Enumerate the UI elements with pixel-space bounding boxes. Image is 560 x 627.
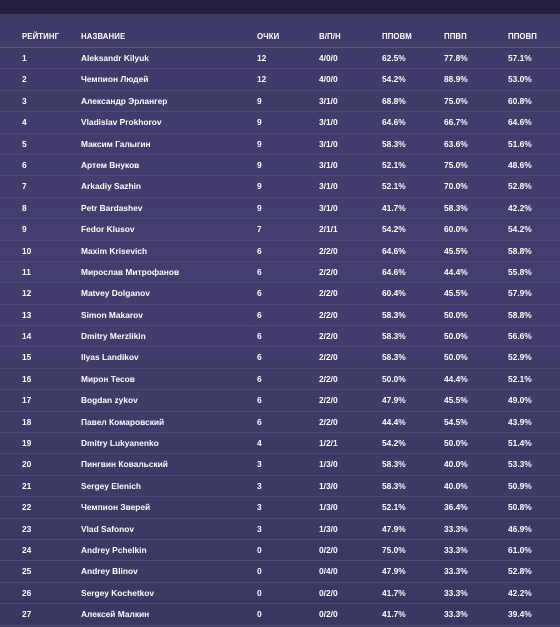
cell-wld: 2/2/0: [319, 266, 338, 277]
cell-name[interactable]: Чемпион Зверей: [81, 502, 151, 513]
cell-p1: 41.7%: [382, 202, 406, 213]
table-row[interactable]: [0, 69, 560, 90]
cell-p3: 55.8%: [508, 266, 532, 277]
cell-p1: 64.6%: [382, 117, 406, 128]
cell-p2: 33.3%: [444, 544, 468, 555]
cell-p2: 75.0%: [444, 159, 468, 170]
table-row[interactable]: [0, 433, 560, 454]
cell-name[interactable]: Алексей Малкин: [81, 609, 150, 620]
cell-wld: 2/2/0: [319, 373, 338, 384]
cell-rank: 11: [22, 266, 31, 277]
cell-p2: 66.7%: [444, 117, 468, 128]
cell-p1: 50.0%: [382, 373, 406, 384]
cell-p2: 88.9%: [444, 74, 468, 85]
table-row[interactable]: [0, 369, 560, 390]
cell-p3: 58.8%: [508, 309, 532, 320]
table-row[interactable]: [0, 112, 560, 133]
cell-p1: 54.2%: [382, 438, 406, 449]
table-row[interactable]: [0, 155, 560, 176]
top-bar: [0, 0, 560, 14]
table-row[interactable]: [0, 219, 560, 240]
standings-table: [0, 26, 560, 626]
cell-rank: 20: [22, 459, 32, 470]
cell-p3: 64.6%: [508, 117, 532, 128]
table-row[interactable]: [0, 497, 560, 518]
cell-p3: 56.6%: [508, 331, 532, 342]
table-row[interactable]: [0, 476, 560, 497]
cell-p2: 50.0%: [444, 352, 468, 363]
cell-name[interactable]: Fedor Klusov: [81, 224, 135, 235]
cell-wld: 1/2/1: [319, 438, 338, 449]
cell-points: 3: [257, 480, 262, 491]
cell-wld: 3/1/0: [319, 117, 338, 128]
cell-name[interactable]: Andrey Pchelkin: [81, 544, 147, 555]
cell-p3: 54.2%: [508, 224, 532, 235]
cell-points: 6: [257, 309, 262, 320]
cell-rank: 22: [22, 502, 32, 513]
table-row[interactable]: [0, 604, 560, 625]
cell-p1: 52.1%: [382, 502, 406, 513]
cell-name[interactable]: Sergey Elenich: [81, 480, 142, 491]
cell-p3: 42.2%: [508, 587, 532, 598]
cell-p2: 54.5%: [444, 416, 468, 427]
cell-p2: 58.3%: [444, 202, 468, 213]
cell-rank: 24: [22, 544, 32, 555]
cell-name[interactable]: Максим Галыгин: [81, 138, 151, 149]
cell-points: 12: [257, 53, 267, 63]
cell-name[interactable]: Мирослав Митрофанов: [81, 266, 180, 277]
cell-name[interactable]: Simon Makarov: [81, 309, 143, 320]
cell-wld: 4/0/0: [319, 74, 338, 85]
cell-rank: 15: [22, 352, 32, 363]
table-row[interactable]: [0, 519, 560, 540]
cell-wld: 0/2/0: [319, 609, 338, 620]
cell-rank: 16: [22, 373, 32, 384]
cell-p2: 40.0%: [444, 480, 468, 491]
cell-p1: 44.4%: [382, 416, 406, 427]
cell-p2: 50.0%: [444, 309, 468, 320]
cell-wld: 1/3/0: [319, 502, 338, 513]
cell-name[interactable]: Andrey Blinov: [81, 566, 138, 577]
cell-wld: 2/2/0: [319, 288, 338, 299]
table-row[interactable]: [0, 454, 560, 475]
cell-points: 6: [257, 352, 262, 363]
cell-points: 0: [257, 587, 262, 598]
cell-name[interactable]: Ilyas Landikov: [81, 352, 139, 363]
cell-p1: 54.2%: [382, 74, 406, 85]
cell-points: 0: [257, 544, 262, 555]
cell-wld: 0/2/0: [319, 544, 338, 555]
column-header-rank[interactable]: РЕЙТИНГ: [22, 32, 60, 41]
cell-p3: 51.6%: [508, 138, 532, 149]
table-row[interactable]: [0, 48, 560, 69]
cell-points: 9: [257, 95, 262, 106]
cell-wld: 2/2/0: [319, 416, 338, 427]
cell-rank: 21: [22, 480, 32, 491]
table-row[interactable]: [0, 412, 560, 433]
cell-p3: 52.8%: [508, 566, 532, 577]
cell-points: 9: [257, 138, 262, 149]
column-header-name[interactable]: НАЗВАНИЕ: [81, 32, 126, 41]
cell-p3: 52.9%: [508, 352, 532, 363]
cell-points: 0: [257, 609, 262, 620]
cell-p2: 63.6%: [444, 138, 468, 149]
table-row[interactable]: [0, 283, 560, 304]
cell-name[interactable]: Dmitry Merzlikin: [81, 331, 146, 342]
cell-points: 0: [257, 566, 262, 577]
cell-p1: 41.7%: [382, 587, 406, 598]
cell-wld: 4/0/0: [319, 53, 338, 63]
cell-p3: 49.0%: [508, 395, 532, 406]
cell-rank: 1: [22, 53, 27, 63]
cell-p1: 64.6%: [382, 266, 406, 277]
cell-p3: 50.9%: [508, 480, 532, 491]
cell-wld: 3/1/0: [319, 181, 338, 192]
cell-points: 6: [257, 395, 262, 406]
table-row[interactable]: [0, 326, 560, 347]
cell-name[interactable]: Vlad Safonov: [81, 523, 135, 534]
cell-p1: 52.1%: [382, 181, 406, 192]
cell-points: 3: [257, 502, 262, 513]
cell-rank: 25: [22, 566, 32, 577]
cell-points: 6: [257, 416, 262, 427]
cell-wld: 3/1/0: [319, 138, 338, 149]
table-row[interactable]: [0, 540, 560, 561]
table-row[interactable]: [0, 390, 560, 411]
cell-points: 3: [257, 523, 262, 534]
cell-wld: 2/2/0: [319, 331, 338, 342]
cell-points: 3: [257, 459, 262, 470]
table-row[interactable]: [0, 241, 560, 262]
cell-p1: 47.9%: [382, 523, 406, 534]
cell-p3: 60.8%: [508, 95, 532, 106]
cell-rank: 18: [22, 416, 32, 427]
cell-rank: 7: [22, 181, 27, 192]
cell-p3: 48.6%: [508, 159, 532, 170]
cell-p2: 50.0%: [444, 438, 468, 449]
cell-p1: 75.0%: [382, 544, 406, 555]
cell-rank: 13: [22, 309, 32, 320]
table-row[interactable]: [0, 305, 560, 326]
cell-name[interactable]: Пингвин Ковальский: [81, 459, 168, 470]
cell-points: 9: [257, 117, 262, 128]
cell-points: 7: [257, 224, 262, 235]
cell-name[interactable]: Arkadiy Sazhin: [81, 181, 142, 192]
cell-p1: 58.3%: [382, 352, 406, 363]
column-header-p1[interactable]: ППОВМ: [382, 32, 412, 41]
cell-p3: 43.9%: [508, 416, 532, 427]
cell-name[interactable]: Maxim Krisevich: [81, 245, 148, 256]
cell-wld: 2/2/0: [319, 245, 338, 256]
cell-name[interactable]: Bogdan zykov: [81, 395, 138, 406]
cell-points: 9: [257, 202, 262, 213]
cell-p3: 58.8%: [508, 245, 532, 256]
cell-p1: 47.9%: [382, 395, 406, 406]
cell-p3: 57.1%: [508, 53, 532, 63]
cell-p3: 53.0%: [508, 74, 532, 85]
cell-name[interactable]: Мирон Тесов: [81, 373, 135, 384]
cell-p3: 42.2%: [508, 202, 532, 213]
column-header-points[interactable]: ОЧКИ: [257, 32, 280, 41]
cell-p2: 33.3%: [444, 587, 468, 598]
cell-wld: 3/1/0: [319, 159, 338, 170]
cell-name[interactable]: Артем Внуков: [81, 159, 140, 170]
cell-p3: 53.3%: [508, 459, 532, 470]
cell-p2: 60.0%: [444, 224, 468, 235]
table-body: [0, 48, 560, 626]
cell-points: 6: [257, 288, 262, 299]
cell-wld: 2/1/1: [319, 224, 338, 235]
cell-p2: 33.3%: [444, 523, 468, 534]
table-row[interactable]: [0, 91, 560, 112]
cell-p2: 45.5%: [444, 395, 468, 406]
cell-p1: 58.3%: [382, 459, 406, 470]
cell-rank: 2: [22, 74, 27, 85]
cell-rank: 27: [22, 609, 32, 620]
column-header-p3[interactable]: ППОВП: [508, 32, 538, 41]
cell-rank: 26: [22, 587, 32, 598]
cell-p2: 40.0%: [444, 459, 468, 470]
cell-p3: 50.8%: [508, 502, 532, 513]
cell-wld: 2/2/0: [319, 395, 338, 406]
cell-rank: 12: [22, 288, 32, 299]
cell-wld: 0/4/0: [319, 566, 338, 577]
table-row[interactable]: [0, 561, 560, 582]
column-header-wld[interactable]: В/П/Н: [319, 32, 341, 41]
cell-p1: 58.3%: [382, 331, 406, 342]
cell-p1: 41.7%: [382, 609, 406, 620]
cell-name[interactable]: Александр Эрлангер: [81, 95, 168, 106]
cell-p1: 62.5%: [382, 53, 406, 63]
cell-points: 6: [257, 331, 262, 342]
cell-rank: 14: [22, 331, 32, 342]
cell-wld: 2/2/0: [319, 352, 338, 363]
cell-p3: 46.9%: [508, 523, 532, 534]
cell-name[interactable]: Dmitry Lukyanenko: [81, 438, 159, 449]
cell-name[interactable]: Aleksandr Kilyuk: [81, 53, 149, 63]
cell-p3: 57.9%: [508, 288, 532, 299]
cell-p2: 44.4%: [444, 266, 468, 277]
cell-points: 9: [257, 181, 262, 192]
cell-p1: 54.2%: [382, 224, 406, 235]
cell-p1: 58.3%: [382, 480, 406, 491]
cell-p2: 36.4%: [444, 502, 468, 513]
cell-points: 6: [257, 245, 262, 256]
cell-rank: 17: [22, 395, 32, 406]
cell-p3: 39.4%: [508, 609, 532, 620]
cell-rank: 23: [22, 523, 32, 534]
cell-rank: 6: [22, 159, 27, 170]
cell-points: 6: [257, 373, 262, 384]
cell-p2: 33.3%: [444, 566, 468, 577]
cell-p2: 77.8%: [444, 53, 468, 63]
cell-p2: 50.0%: [444, 331, 468, 342]
column-header-p2[interactable]: ППВП: [444, 32, 467, 41]
cell-name[interactable]: Vladislav Prokhorov: [81, 117, 162, 128]
table-row[interactable]: [0, 583, 560, 604]
cell-wld: 2/2/0: [319, 309, 338, 320]
cell-name[interactable]: Petr Bardashev: [81, 202, 143, 213]
cell-rank: 4: [22, 117, 27, 128]
cell-name[interactable]: Чемпион Людей: [81, 74, 149, 85]
cell-p1: 68.8%: [382, 95, 406, 106]
cell-p1: 58.3%: [382, 138, 406, 149]
cell-wld: 0/2/0: [319, 587, 338, 598]
cell-p3: 52.1%: [508, 373, 532, 384]
cell-points: 6: [257, 266, 262, 277]
cell-wld: 3/1/0: [319, 95, 338, 106]
cell-p1: 47.9%: [382, 566, 406, 577]
cell-p1: 60.4%: [382, 288, 406, 299]
cell-rank: 10: [22, 245, 32, 256]
cell-points: 9: [257, 159, 262, 170]
table-row[interactable]: [0, 347, 560, 368]
cell-rank: 3: [22, 95, 27, 106]
table-row[interactable]: [0, 176, 560, 197]
cell-points: 4: [257, 438, 262, 449]
cell-wld: 1/3/0: [319, 459, 338, 470]
cell-rank: 8: [22, 202, 27, 213]
cell-p2: 33.3%: [444, 609, 468, 620]
cell-rank: 19: [22, 438, 32, 449]
table-row[interactable]: [0, 198, 560, 219]
cell-name[interactable]: Matvey Dolganov: [81, 288, 150, 299]
cell-name[interactable]: Sergey Kochetkov: [81, 587, 155, 598]
cell-p3: 61.0%: [508, 544, 532, 555]
cell-p2: 45.5%: [444, 245, 468, 256]
cell-p2: 44.4%: [444, 373, 468, 384]
table-row[interactable]: [0, 262, 560, 283]
cell-rank: 5: [22, 138, 27, 149]
cell-wld: 3/1/0: [319, 202, 338, 213]
cell-name[interactable]: Павел Комаровский: [81, 416, 165, 427]
cell-wld: 1/3/0: [319, 523, 338, 534]
cell-p3: 51.4%: [508, 438, 532, 449]
cell-wld: 1/3/0: [319, 480, 338, 491]
cell-p2: 45.5%: [444, 288, 468, 299]
cell-p1: 58.3%: [382, 309, 406, 320]
cell-points: 12: [257, 74, 267, 85]
cell-p2: 75.0%: [444, 95, 468, 106]
table-header: [0, 26, 560, 48]
cell-p1: 52.1%: [382, 159, 406, 170]
cell-p2: 70.0%: [444, 181, 468, 192]
cell-rank: 9: [22, 224, 27, 235]
cell-p1: 64.6%: [382, 245, 406, 256]
table-row[interactable]: [0, 134, 560, 155]
cell-p3: 52.8%: [508, 181, 532, 192]
